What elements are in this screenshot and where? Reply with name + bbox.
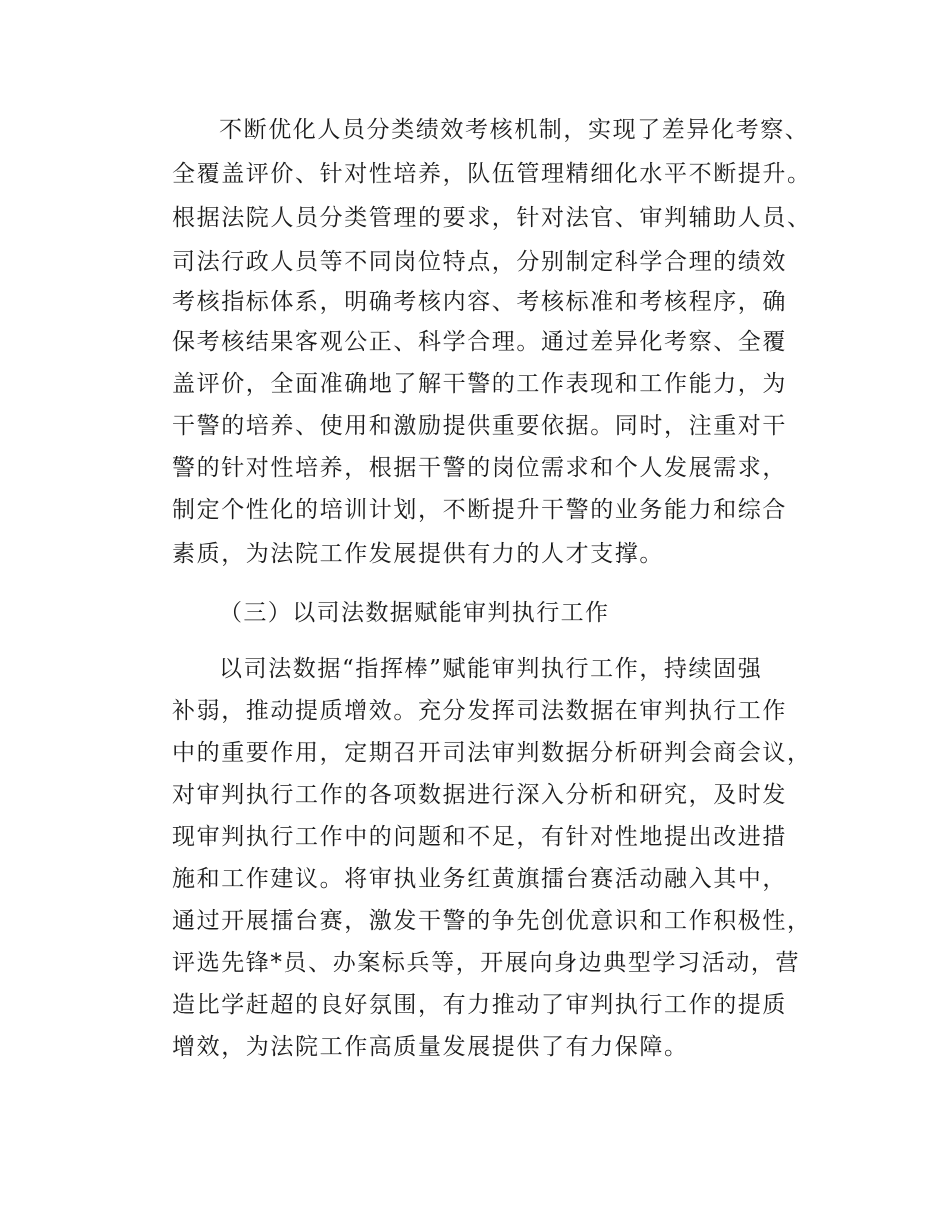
paragraph-line: 施和工作建议。将审执业务红黄旗擂台赛活动融入其中， <box>172 866 787 892</box>
paragraph-line: 素质，为法院工作发展提供有力的人才支撑。 <box>172 541 664 567</box>
section-heading: （三）以司法数据赋能审判执行工作 <box>219 600 610 626</box>
paragraph-line: 增效，为法院工作高质量发展提供了有力保障。 <box>172 1034 689 1060</box>
paragraph-line: 现审判执行工作中的问题和不足，有针对性地提出改进措 <box>172 824 787 850</box>
paragraph-line: 盖评价，全面准确地了解干警的工作表现和工作能力，为 <box>172 371 787 397</box>
paragraph-line: 补弱，推动提质增效。充分发挥司法数据在审判执行工作 <box>172 698 787 724</box>
paragraph-line: 全覆盖评价、针对性培养，队伍管理精细化水平不断提升。 <box>172 161 812 187</box>
paragraph-line: 制定个性化的培训计划，不断提升干警的业务能力和综合 <box>172 497 787 523</box>
paragraph-line: 以司法数据“指挥棒”赋能审判执行工作，持续固强 <box>219 656 763 682</box>
paragraph-line: 司法行政人员等不同岗位特点，分别制定科学合理的绩效 <box>172 249 787 275</box>
paragraph-line: 不断优化人员分类绩效考核机制，实现了差异化考察、 <box>219 117 810 143</box>
paragraph-line: 中的重要作用，定期召开司法审判数据分析研判会商会议， <box>172 740 812 766</box>
paragraph-line: 保考核结果客观公正、科学合理。通过差异化考察、全覆 <box>172 329 787 355</box>
paragraph-line: 根据法院人员分类管理的要求，针对法官、审判辅助人员、 <box>172 205 812 231</box>
paragraph-line: 对审判执行工作的各项数据进行深入分析和研究，及时发 <box>172 782 787 808</box>
paragraph-line: 警的针对性培养，根据干警的岗位需求和个人发展需求， <box>172 455 787 481</box>
paragraph-line: 考核指标体系，明确考核内容、考核标准和考核程序，确 <box>172 289 787 315</box>
paragraph-line: 造比学赶超的良好氛围，有力推动了审判执行工作的提质 <box>172 992 787 1018</box>
paragraph-line: 评选先锋*员、办案标兵等，开展向身边典型学习活动，营 <box>172 950 801 976</box>
paragraph-line: 通过开展擂台赛，激发干警的争先创优意识和工作积极性， <box>172 908 812 934</box>
paragraph-line: 干警的培养、使用和激励提供重要依据。同时，注重对干 <box>172 413 787 439</box>
